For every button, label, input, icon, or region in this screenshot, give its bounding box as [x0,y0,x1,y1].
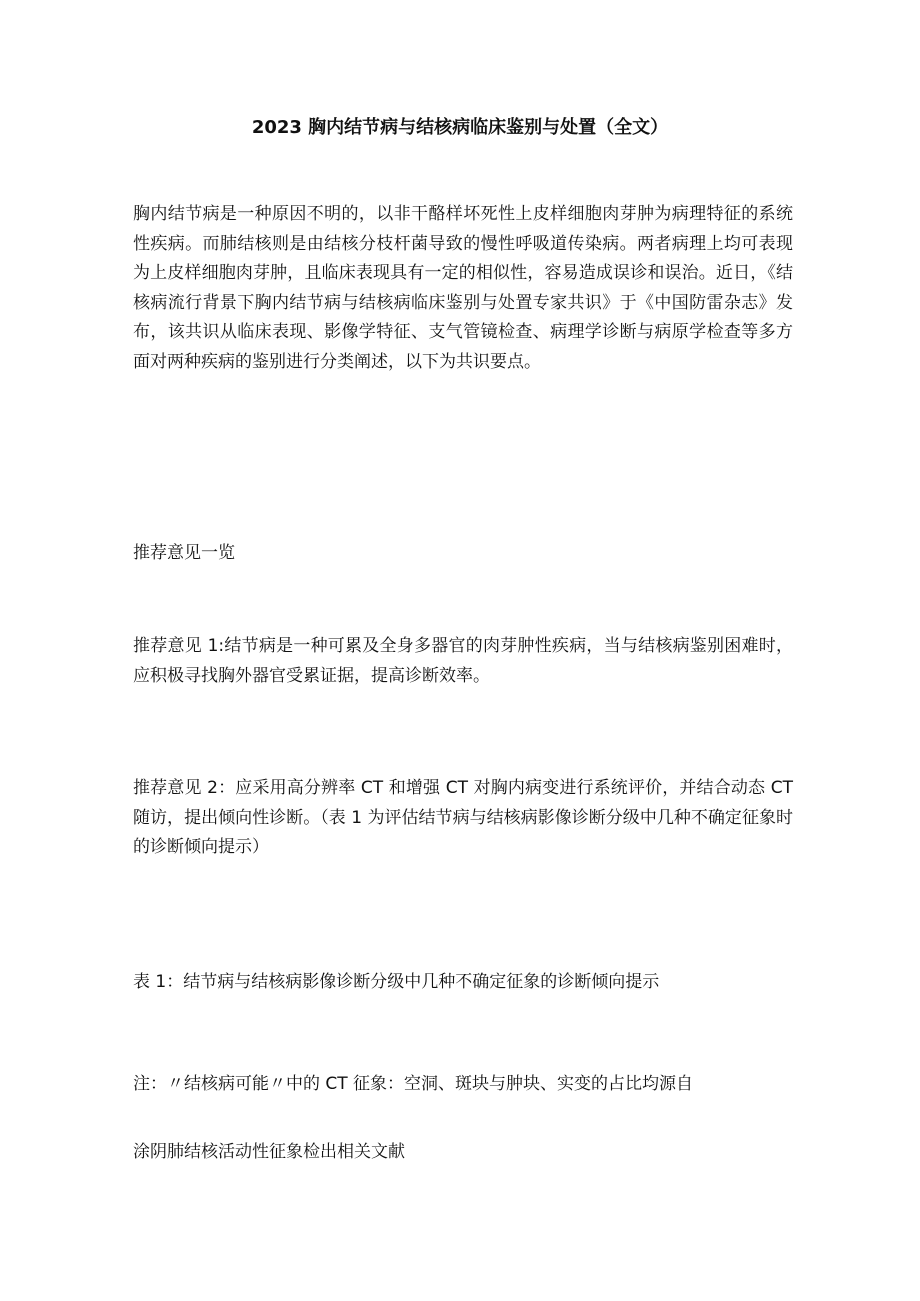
table-note-line-2: 涂阴肺结核活动性征象检出相关文献 [133,1142,405,1162]
document-title: 2023 胸内结节病与结核病临床鉴别与处置（全文） [251,117,669,138]
recommendation-2-block [133,774,793,863]
intro-paragraph: 胸内结节病是一种原因不明的，以非干酪样坏死性上皮样细胞肉芽肿为病理特征的系统性疾病。而肺结核则是由结核分枝杆菌导致的慢性呼吸道传染病。两者病理上均可表现为上皮样细胞肉芽肿，且临床表现具有一定的相似性，容易造成误诊和误治。近日，《结核病流行背景下胸内结节病与结核病临床鉴别与处置专家共识》于《中国防雷杂志》发布，该共识从临床表现、影像学特征、支气管镜检查、病理学诊断与病原学检查等多方面对两种疾病的鉴别进行分类阐述，以下为共识要点。 [133,204,793,372]
recommendation-1-paragraph: 推荐意见 1:结节病是一种可累及全身多器官的肉芽肿性疾病，当与结核病鉴别困难时，应积极寻找胸外器官受累证据，提高诊断效率。 [133,636,793,686]
table-note-line-1: 注：〃结核病可能〃中的 CT 征象：空洞、斑块与肿块、实变的占比均源自 [133,1074,694,1094]
recommendation-2-paragraph: 推荐意见 2：应采用高分辨率 CT 和增强 CT 对胸内病变进行系统评价，并结合动态 CT 随访，提出倾向性诊断。（表 1 为评估结节病与结核病影像诊断分级中几种不确定征象时的诊断倾向提示） [133,778,793,858]
section-heading: 推荐意见一览 [133,543,235,563]
table-caption: 表 1：结节病与结核病影像诊断分级中几种不确定征象的诊断倾向提示 [133,972,660,992]
intro-block [133,200,793,378]
recommendation-1-block [133,632,793,691]
